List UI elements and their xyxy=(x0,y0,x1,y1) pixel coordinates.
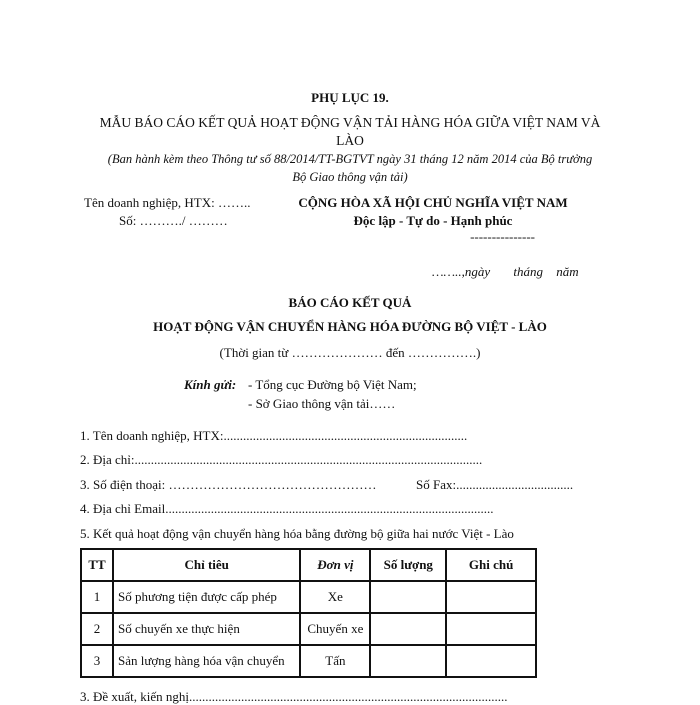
national-motto: Độc lập - Tự do - Hạnh phúc xyxy=(353,213,513,228)
table-row xyxy=(81,613,536,645)
field-results-heading: 5. Kết quả hoạt động vận chuyển hàng hóa bằng đường bộ giữa hai nước Việt - Lào xyxy=(80,526,514,541)
row-tt: 2 xyxy=(81,613,113,645)
motto-rule: --------------- xyxy=(470,229,535,244)
field-email: 4. Địa chỉ Email..................................................................................................... xyxy=(80,501,494,516)
row-unit: Xe xyxy=(300,581,370,613)
report-period: (Thời gian từ ………………… đến …………….) xyxy=(219,345,481,360)
document-title-line1: MẪU BÁO CÁO KẾT QUẢ HOẠT ĐỘNG VẬN TẢI HÀNG HÓA GIỮA VIỆT NAM VÀ xyxy=(99,115,601,130)
field-proposals: 3. Đề xuất, kiến nghị.................................................................................................. xyxy=(80,689,508,704)
recipient-2: - Sở Giao thông vận tải…… xyxy=(248,396,396,411)
row-tt: 1 xyxy=(81,581,113,613)
date-prefix: …….., xyxy=(432,264,465,279)
row-note xyxy=(446,613,536,645)
document-number-line: Số: ………./ ……… xyxy=(119,213,228,228)
recipient-1: - Tổng cục Đường bộ Việt Nam; xyxy=(248,377,417,392)
date-month: tháng xyxy=(513,264,544,279)
appendix-label: PHỤ LỤC 19. xyxy=(311,90,389,105)
row-criteria: Số chuyến xe thực hiện xyxy=(113,613,300,645)
header-quantity: Số lượng xyxy=(370,549,446,581)
header-unit: Đơn vị xyxy=(300,549,370,581)
date-day: ngày xyxy=(464,264,491,279)
header-note: Ghi chú xyxy=(446,549,536,581)
table-header-row xyxy=(81,549,536,581)
document-subtitle-line2: Bộ Giao thông vận tải) xyxy=(292,170,408,184)
table-row xyxy=(81,581,536,613)
national-title: CỘNG HÒA XÃ HỘI CHỦ NGHĨA VIỆT NAM xyxy=(298,195,568,210)
row-note xyxy=(446,645,536,677)
report-title: BÁO CÁO KẾT QUẢ xyxy=(288,295,412,310)
row-criteria: Số phương tiện được cấp phép xyxy=(113,581,300,613)
results-table xyxy=(80,548,537,678)
header-criteria: Chỉ tiêu xyxy=(113,549,300,581)
row-note xyxy=(446,581,536,613)
document-subtitle-line1: (Ban hành kèm theo Thông tư số 88/2014/TT-BGTVT ngày 31 tháng 12 năm 2014 của Bộ trưởng xyxy=(107,152,593,166)
header-tt: TT xyxy=(81,549,113,581)
field-company-name: 1. Tên doanh nghiệp, HTX:........................................................................... xyxy=(80,428,468,443)
row-quantity xyxy=(370,645,446,677)
field-address: 2. Địa chỉ:........................................................................................................... xyxy=(80,452,483,467)
row-criteria: Sản lượng hàng hóa vận chuyển xyxy=(113,645,300,677)
row-unit: Chuyến xe xyxy=(300,613,370,645)
table-row xyxy=(81,645,536,677)
report-subtitle: HOẠT ĐỘNG VẬN CHUYỂN HÀNG HÓA ĐƯỜNG BỘ VIỆT - LÀO xyxy=(153,319,547,334)
row-unit: Tấn xyxy=(300,645,370,677)
recipients-label: Kính gửi: xyxy=(184,377,237,392)
document-title-line2: LÀO xyxy=(336,133,364,148)
row-quantity xyxy=(370,581,446,613)
date-line xyxy=(432,264,579,280)
date-year: năm xyxy=(556,264,579,279)
field-fax: Số Fax:.................................... xyxy=(416,477,574,492)
row-quantity xyxy=(370,613,446,645)
company-name-line: Tên doanh nghiệp, HTX: …….. xyxy=(84,195,251,210)
field-phone: 3. Số điện thoại: ………………………………………… xyxy=(80,477,377,492)
row-tt: 3 xyxy=(81,645,113,677)
